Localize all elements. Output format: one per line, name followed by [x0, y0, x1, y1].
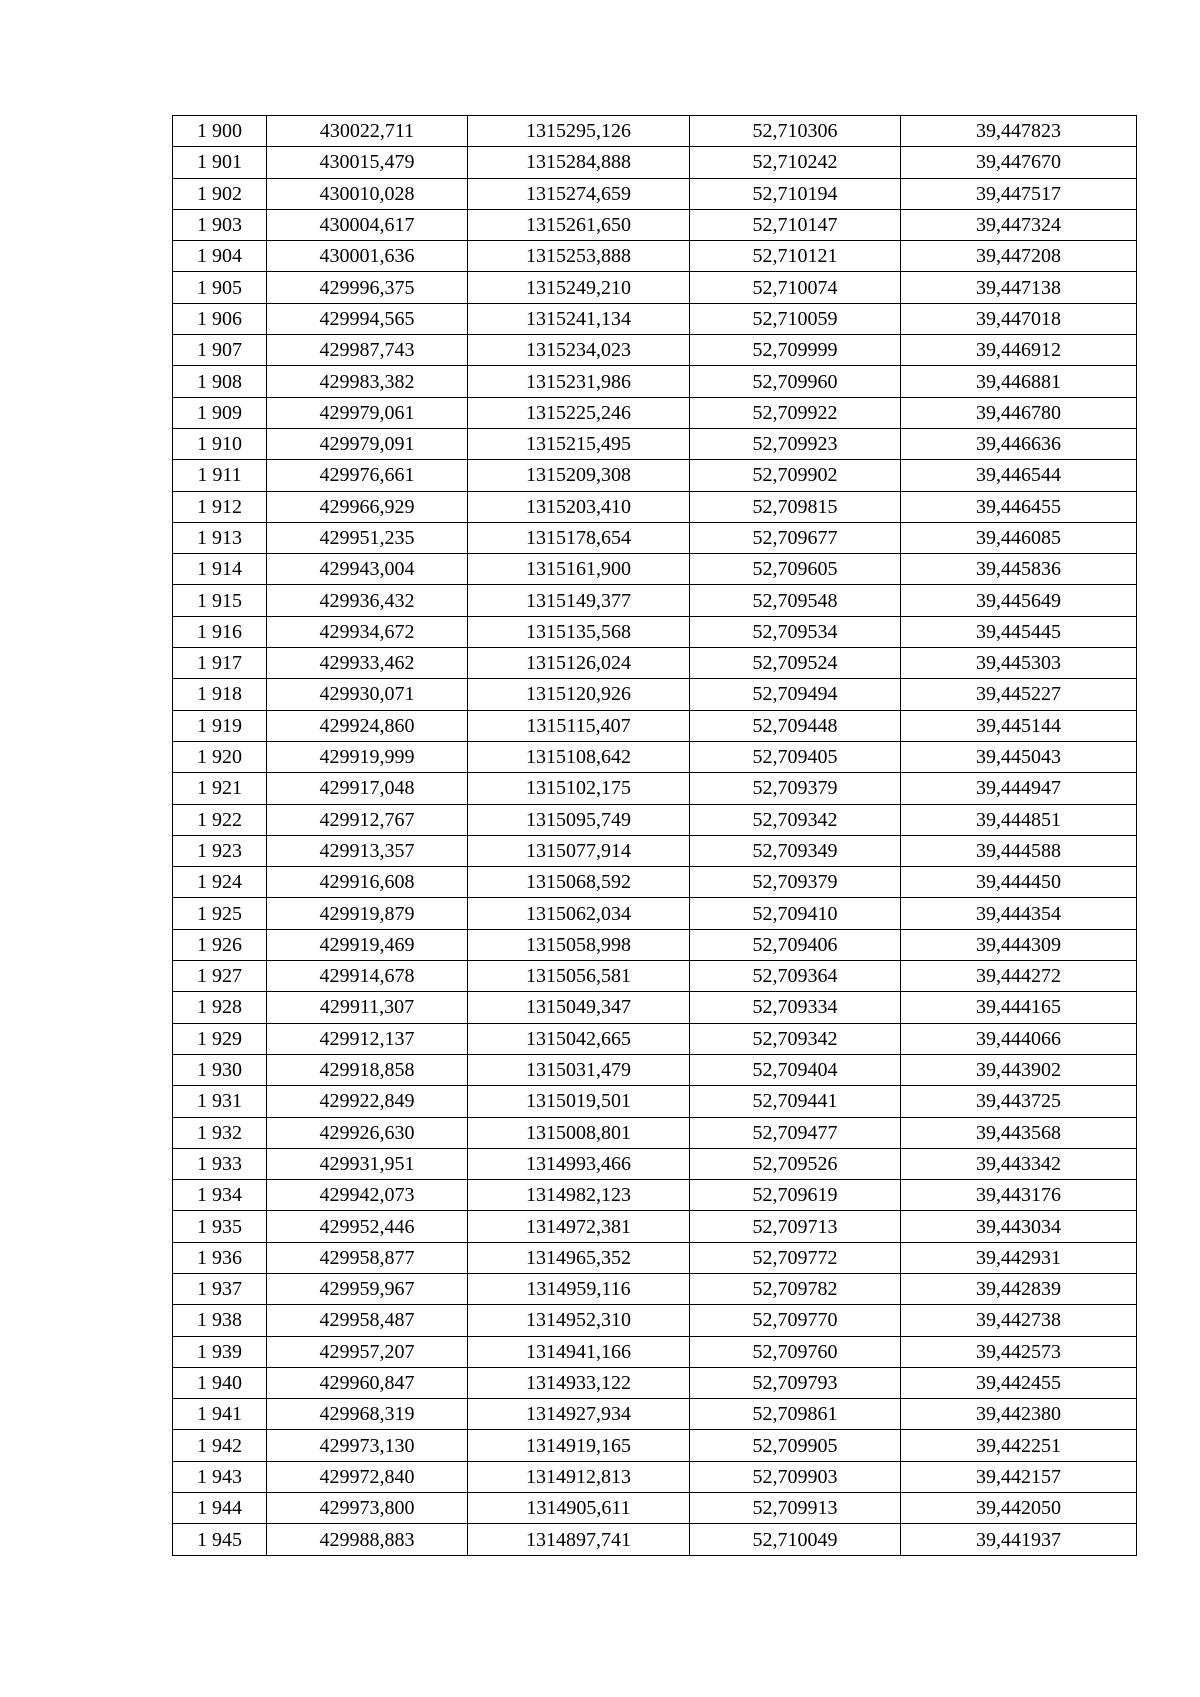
table-row	[173, 209, 1137, 240]
point-number-cell: 1 911	[173, 460, 267, 491]
table-row	[173, 961, 1137, 992]
x-coordinate-cell: 429919,879	[267, 898, 468, 929]
latitude-cell: 52,709861	[690, 1399, 901, 1430]
x-coordinate-cell: 429924,860	[267, 710, 468, 741]
latitude-cell: 52,709494	[690, 679, 901, 710]
x-coordinate-cell: 429979,061	[267, 397, 468, 428]
latitude-cell: 52,709760	[690, 1336, 901, 1367]
x-coordinate-cell: 429919,999	[267, 741, 468, 772]
table-row	[173, 1054, 1137, 1085]
x-coordinate-cell: 429917,048	[267, 773, 468, 804]
point-number-cell: 1 931	[173, 1086, 267, 1117]
point-number-cell: 1 906	[173, 303, 267, 334]
x-coordinate-cell: 429926,630	[267, 1117, 468, 1148]
y-coordinate-cell: 1315042,665	[468, 1023, 690, 1054]
point-number-cell: 1 910	[173, 428, 267, 459]
point-number-cell: 1 909	[173, 397, 267, 428]
table-row	[173, 1180, 1137, 1211]
y-coordinate-cell: 1315095,749	[468, 804, 690, 835]
y-coordinate-cell: 1315161,900	[468, 554, 690, 585]
longitude-cell: 39,442050	[901, 1493, 1137, 1524]
y-coordinate-cell: 1315149,377	[468, 585, 690, 616]
table-row	[173, 1242, 1137, 1273]
table-row	[173, 241, 1137, 272]
point-number-cell: 1 920	[173, 741, 267, 772]
longitude-cell: 39,447823	[901, 116, 1137, 147]
y-coordinate-cell: 1314982,123	[468, 1180, 690, 1211]
point-number-cell: 1 921	[173, 773, 267, 804]
x-coordinate-cell: 429959,967	[267, 1273, 468, 1304]
table-row	[173, 710, 1137, 741]
longitude-cell: 39,442573	[901, 1336, 1137, 1367]
y-coordinate-cell: 1315231,986	[468, 366, 690, 397]
latitude-cell: 52,709770	[690, 1305, 901, 1336]
longitude-cell: 39,444354	[901, 898, 1137, 929]
point-number-cell: 1 929	[173, 1023, 267, 1054]
latitude-cell: 52,710049	[690, 1524, 901, 1555]
table-row	[173, 303, 1137, 334]
point-number-cell: 1 930	[173, 1054, 267, 1085]
y-coordinate-cell: 1315215,495	[468, 428, 690, 459]
latitude-cell: 52,709524	[690, 648, 901, 679]
y-coordinate-cell: 1315068,592	[468, 867, 690, 898]
latitude-cell: 52,709448	[690, 710, 901, 741]
x-coordinate-cell: 429912,137	[267, 1023, 468, 1054]
point-number-cell: 1 902	[173, 178, 267, 209]
x-coordinate-cell: 429911,307	[267, 992, 468, 1023]
y-coordinate-cell: 1315008,801	[468, 1117, 690, 1148]
x-coordinate-cell: 429973,130	[267, 1430, 468, 1461]
x-coordinate-cell: 429976,661	[267, 460, 468, 491]
x-coordinate-cell: 429913,357	[267, 835, 468, 866]
point-number-cell: 1 903	[173, 209, 267, 240]
y-coordinate-cell: 1314927,934	[468, 1399, 690, 1430]
coordinates-table	[172, 115, 1137, 1556]
table-row	[173, 1148, 1137, 1179]
latitude-cell: 52,709406	[690, 929, 901, 960]
point-number-cell: 1 901	[173, 147, 267, 178]
x-coordinate-cell: 429952,446	[267, 1211, 468, 1242]
longitude-cell: 39,445227	[901, 679, 1137, 710]
x-coordinate-cell: 429968,319	[267, 1399, 468, 1430]
x-coordinate-cell: 429973,800	[267, 1493, 468, 1524]
table-row	[173, 648, 1137, 679]
longitude-cell: 39,444947	[901, 773, 1137, 804]
y-coordinate-cell: 1315284,888	[468, 147, 690, 178]
table-row	[173, 1399, 1137, 1430]
longitude-cell: 39,444066	[901, 1023, 1137, 1054]
latitude-cell: 52,709815	[690, 491, 901, 522]
y-coordinate-cell: 1315108,642	[468, 741, 690, 772]
latitude-cell: 52,709999	[690, 335, 901, 366]
point-number-cell: 1 938	[173, 1305, 267, 1336]
longitude-cell: 39,445303	[901, 648, 1137, 679]
x-coordinate-cell: 429983,382	[267, 366, 468, 397]
point-number-cell: 1 914	[173, 554, 267, 585]
x-coordinate-cell: 430010,028	[267, 178, 468, 209]
point-number-cell: 1 900	[173, 116, 267, 147]
point-number-cell: 1 942	[173, 1430, 267, 1461]
latitude-cell: 52,709793	[690, 1367, 901, 1398]
latitude-cell: 52,709526	[690, 1148, 901, 1179]
y-coordinate-cell: 1315249,210	[468, 272, 690, 303]
latitude-cell: 52,709960	[690, 366, 901, 397]
y-coordinate-cell: 1315115,407	[468, 710, 690, 741]
x-coordinate-cell: 430015,479	[267, 147, 468, 178]
point-number-cell: 1 916	[173, 616, 267, 647]
point-number-cell: 1 907	[173, 335, 267, 366]
table-row	[173, 1305, 1137, 1336]
table-row	[173, 147, 1137, 178]
table-row	[173, 522, 1137, 553]
point-number-cell: 1 940	[173, 1367, 267, 1398]
y-coordinate-cell: 1314965,352	[468, 1242, 690, 1273]
table-row	[173, 1023, 1137, 1054]
x-coordinate-cell: 429930,071	[267, 679, 468, 710]
longitude-cell: 39,445445	[901, 616, 1137, 647]
longitude-cell: 39,447517	[901, 178, 1137, 209]
table-row	[173, 867, 1137, 898]
y-coordinate-cell: 1315058,998	[468, 929, 690, 960]
y-coordinate-cell: 1315261,650	[468, 209, 690, 240]
point-number-cell: 1 912	[173, 491, 267, 522]
longitude-cell: 39,444588	[901, 835, 1137, 866]
latitude-cell: 52,710147	[690, 209, 901, 240]
x-coordinate-cell: 429996,375	[267, 272, 468, 303]
latitude-cell: 52,709902	[690, 460, 901, 491]
y-coordinate-cell: 1315120,926	[468, 679, 690, 710]
latitude-cell: 52,709534	[690, 616, 901, 647]
point-number-cell: 1 924	[173, 867, 267, 898]
x-coordinate-cell: 429931,951	[267, 1148, 468, 1179]
latitude-cell: 52,709410	[690, 898, 901, 929]
table-row	[173, 491, 1137, 522]
x-coordinate-cell: 430022,711	[267, 116, 468, 147]
table-row	[173, 1117, 1137, 1148]
longitude-cell: 39,447018	[901, 303, 1137, 334]
point-number-cell: 1 922	[173, 804, 267, 835]
y-coordinate-cell: 1315209,308	[468, 460, 690, 491]
latitude-cell: 52,710059	[690, 303, 901, 334]
latitude-cell: 52,709364	[690, 961, 901, 992]
y-coordinate-cell: 1315056,581	[468, 961, 690, 992]
table-row	[173, 741, 1137, 772]
point-number-cell: 1 905	[173, 272, 267, 303]
longitude-cell: 39,444450	[901, 867, 1137, 898]
latitude-cell: 52,709379	[690, 867, 901, 898]
table-row	[173, 1086, 1137, 1117]
x-coordinate-cell: 429933,462	[267, 648, 468, 679]
latitude-cell: 52,709619	[690, 1180, 901, 1211]
latitude-cell: 52,710242	[690, 147, 901, 178]
point-number-cell: 1 932	[173, 1117, 267, 1148]
longitude-cell: 39,447208	[901, 241, 1137, 272]
longitude-cell: 39,443034	[901, 1211, 1137, 1242]
y-coordinate-cell: 1314972,381	[468, 1211, 690, 1242]
longitude-cell: 39,441937	[901, 1524, 1137, 1555]
x-coordinate-cell: 429994,565	[267, 303, 468, 334]
latitude-cell: 52,709922	[690, 397, 901, 428]
longitude-cell: 39,446085	[901, 522, 1137, 553]
table-row	[173, 272, 1137, 303]
latitude-cell: 52,709713	[690, 1211, 901, 1242]
point-number-cell: 1 904	[173, 241, 267, 272]
latitude-cell: 52,709923	[690, 428, 901, 459]
x-coordinate-cell: 429957,207	[267, 1336, 468, 1367]
latitude-cell: 52,709349	[690, 835, 901, 866]
point-number-cell: 1 935	[173, 1211, 267, 1242]
longitude-cell: 39,443568	[901, 1117, 1137, 1148]
y-coordinate-cell: 1314897,741	[468, 1524, 690, 1555]
longitude-cell: 39,442738	[901, 1305, 1137, 1336]
y-coordinate-cell: 1314959,116	[468, 1273, 690, 1304]
x-coordinate-cell: 429914,678	[267, 961, 468, 992]
latitude-cell: 52,709913	[690, 1493, 901, 1524]
y-coordinate-cell: 1315203,410	[468, 491, 690, 522]
latitude-cell: 52,709342	[690, 1023, 901, 1054]
point-number-cell: 1 915	[173, 585, 267, 616]
point-number-cell: 1 936	[173, 1242, 267, 1273]
table-row	[173, 992, 1137, 1023]
point-number-cell: 1 926	[173, 929, 267, 960]
latitude-cell: 52,710074	[690, 272, 901, 303]
latitude-cell: 52,710194	[690, 178, 901, 209]
table-row	[173, 616, 1137, 647]
point-number-cell: 1 927	[173, 961, 267, 992]
latitude-cell: 52,709782	[690, 1273, 901, 1304]
y-coordinate-cell: 1314941,166	[468, 1336, 690, 1367]
x-coordinate-cell: 429919,469	[267, 929, 468, 960]
point-number-cell: 1 918	[173, 679, 267, 710]
y-coordinate-cell: 1315225,246	[468, 397, 690, 428]
x-coordinate-cell: 429972,840	[267, 1461, 468, 1492]
y-coordinate-cell: 1315295,126	[468, 116, 690, 147]
y-coordinate-cell: 1315019,501	[468, 1086, 690, 1117]
point-number-cell: 1 919	[173, 710, 267, 741]
x-coordinate-cell: 429951,235	[267, 522, 468, 553]
x-coordinate-cell: 430001,636	[267, 241, 468, 272]
x-coordinate-cell: 429988,883	[267, 1524, 468, 1555]
table-row	[173, 1493, 1137, 1524]
y-coordinate-cell: 1314993,466	[468, 1148, 690, 1179]
latitude-cell: 52,709379	[690, 773, 901, 804]
y-coordinate-cell: 1315241,134	[468, 303, 690, 334]
point-number-cell: 1 933	[173, 1148, 267, 1179]
longitude-cell: 39,443725	[901, 1086, 1137, 1117]
table-row	[173, 898, 1137, 929]
table-row	[173, 460, 1137, 491]
point-number-cell: 1 913	[173, 522, 267, 553]
table-row	[173, 1211, 1137, 1242]
latitude-cell: 52,709903	[690, 1461, 901, 1492]
y-coordinate-cell: 1315253,888	[468, 241, 690, 272]
latitude-cell: 52,709905	[690, 1430, 901, 1461]
longitude-cell: 39,446912	[901, 335, 1137, 366]
table-row	[173, 585, 1137, 616]
y-coordinate-cell: 1314905,611	[468, 1493, 690, 1524]
latitude-cell: 52,709548	[690, 585, 901, 616]
point-number-cell: 1 944	[173, 1493, 267, 1524]
x-coordinate-cell: 429966,929	[267, 491, 468, 522]
longitude-cell: 39,444272	[901, 961, 1137, 992]
latitude-cell: 52,710306	[690, 116, 901, 147]
table-row	[173, 1367, 1137, 1398]
y-coordinate-cell: 1314919,165	[468, 1430, 690, 1461]
table-row	[173, 835, 1137, 866]
longitude-cell: 39,446780	[901, 397, 1137, 428]
longitude-cell: 39,445144	[901, 710, 1137, 741]
longitude-cell: 39,442251	[901, 1430, 1137, 1461]
x-coordinate-cell: 429943,004	[267, 554, 468, 585]
table-row	[173, 773, 1137, 804]
longitude-cell: 39,444309	[901, 929, 1137, 960]
longitude-cell: 39,443342	[901, 1148, 1137, 1179]
y-coordinate-cell: 1315135,568	[468, 616, 690, 647]
table-row	[173, 1273, 1137, 1304]
longitude-cell: 39,446881	[901, 366, 1137, 397]
point-number-cell: 1 908	[173, 366, 267, 397]
table-row	[173, 1336, 1137, 1367]
y-coordinate-cell: 1315178,654	[468, 522, 690, 553]
y-coordinate-cell: 1315126,024	[468, 648, 690, 679]
x-coordinate-cell: 429934,672	[267, 616, 468, 647]
longitude-cell: 39,446544	[901, 460, 1137, 491]
y-coordinate-cell: 1315234,023	[468, 335, 690, 366]
x-coordinate-cell: 429936,432	[267, 585, 468, 616]
table-row	[173, 397, 1137, 428]
latitude-cell: 52,709405	[690, 741, 901, 772]
point-number-cell: 1 943	[173, 1461, 267, 1492]
y-coordinate-cell: 1315062,034	[468, 898, 690, 929]
y-coordinate-cell: 1315049,347	[468, 992, 690, 1023]
x-coordinate-cell: 429922,849	[267, 1086, 468, 1117]
x-coordinate-cell: 429979,091	[267, 428, 468, 459]
table-row	[173, 929, 1137, 960]
longitude-cell: 39,442931	[901, 1242, 1137, 1273]
y-coordinate-cell: 1314952,310	[468, 1305, 690, 1336]
coordinates-table-body	[173, 116, 1137, 1556]
table-row	[173, 116, 1137, 147]
x-coordinate-cell: 430004,617	[267, 209, 468, 240]
longitude-cell: 39,444165	[901, 992, 1137, 1023]
table-row	[173, 804, 1137, 835]
longitude-cell: 39,446636	[901, 428, 1137, 459]
point-number-cell: 1 925	[173, 898, 267, 929]
latitude-cell: 52,709677	[690, 522, 901, 553]
x-coordinate-cell: 429958,877	[267, 1242, 468, 1273]
latitude-cell: 52,709404	[690, 1054, 901, 1085]
point-number-cell: 1 923	[173, 835, 267, 866]
y-coordinate-cell: 1315274,659	[468, 178, 690, 209]
point-number-cell: 1 945	[173, 1524, 267, 1555]
table-row	[173, 335, 1137, 366]
table-row	[173, 1430, 1137, 1461]
point-number-cell: 1 939	[173, 1336, 267, 1367]
longitude-cell: 39,445043	[901, 741, 1137, 772]
latitude-cell: 52,709334	[690, 992, 901, 1023]
y-coordinate-cell: 1315031,479	[468, 1054, 690, 1085]
latitude-cell: 52,710121	[690, 241, 901, 272]
longitude-cell: 39,444851	[901, 804, 1137, 835]
x-coordinate-cell: 429958,487	[267, 1305, 468, 1336]
longitude-cell: 39,445649	[901, 585, 1137, 616]
y-coordinate-cell: 1314933,122	[468, 1367, 690, 1398]
longitude-cell: 39,442839	[901, 1273, 1137, 1304]
latitude-cell: 52,709342	[690, 804, 901, 835]
longitude-cell: 39,442455	[901, 1367, 1137, 1398]
longitude-cell: 39,445836	[901, 554, 1137, 585]
table-row	[173, 178, 1137, 209]
y-coordinate-cell: 1314912,813	[468, 1461, 690, 1492]
x-coordinate-cell: 429912,767	[267, 804, 468, 835]
longitude-cell: 39,447670	[901, 147, 1137, 178]
latitude-cell: 52,709441	[690, 1086, 901, 1117]
y-coordinate-cell: 1315077,914	[468, 835, 690, 866]
x-coordinate-cell: 429942,073	[267, 1180, 468, 1211]
table-row	[173, 1461, 1137, 1492]
longitude-cell: 39,447138	[901, 272, 1137, 303]
longitude-cell: 39,443176	[901, 1180, 1137, 1211]
x-coordinate-cell: 429916,608	[267, 867, 468, 898]
longitude-cell: 39,446455	[901, 491, 1137, 522]
point-number-cell: 1 928	[173, 992, 267, 1023]
point-number-cell: 1 937	[173, 1273, 267, 1304]
x-coordinate-cell: 429960,847	[267, 1367, 468, 1398]
latitude-cell: 52,709477	[690, 1117, 901, 1148]
latitude-cell: 52,709772	[690, 1242, 901, 1273]
point-number-cell: 1 941	[173, 1399, 267, 1430]
point-number-cell: 1 917	[173, 648, 267, 679]
table-row	[173, 428, 1137, 459]
longitude-cell: 39,447324	[901, 209, 1137, 240]
table-row	[173, 679, 1137, 710]
longitude-cell: 39,442157	[901, 1461, 1137, 1492]
x-coordinate-cell: 429918,858	[267, 1054, 468, 1085]
latitude-cell: 52,709605	[690, 554, 901, 585]
point-number-cell: 1 934	[173, 1180, 267, 1211]
x-coordinate-cell: 429987,743	[267, 335, 468, 366]
longitude-cell: 39,443902	[901, 1054, 1137, 1085]
y-coordinate-cell: 1315102,175	[468, 773, 690, 804]
table-row	[173, 554, 1137, 585]
table-row	[173, 1524, 1137, 1555]
longitude-cell: 39,442380	[901, 1399, 1137, 1430]
table-row	[173, 366, 1137, 397]
